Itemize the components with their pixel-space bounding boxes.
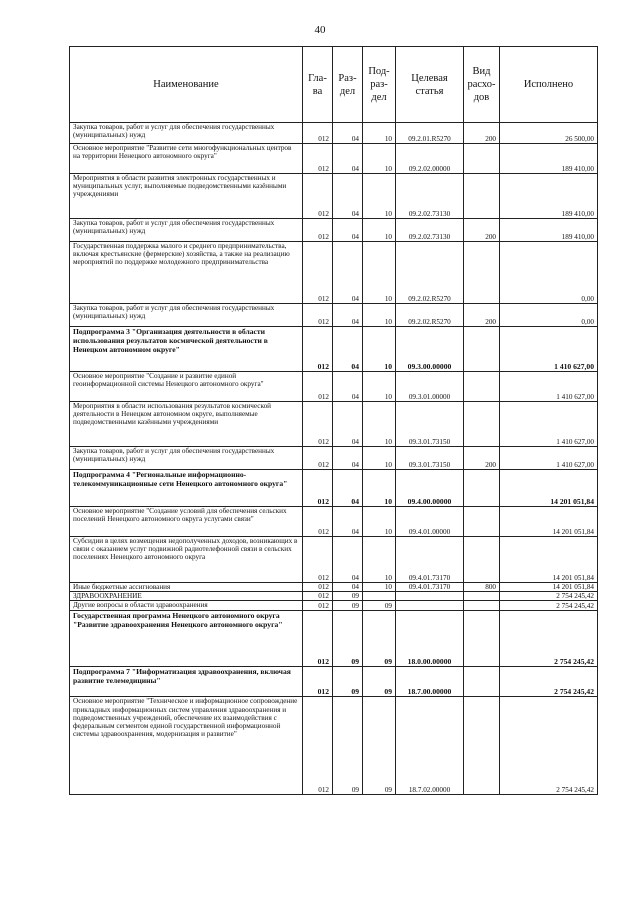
row-target-article: 09.2.02.R5270	[396, 304, 464, 327]
row-target-article	[396, 592, 464, 601]
row-expense-type: 200	[464, 123, 500, 144]
row-executed-amount: 14 201 051,84	[500, 583, 598, 592]
row-razdel: 09	[333, 611, 363, 667]
table-row	[70, 697, 598, 795]
row-razdel: 04	[333, 174, 363, 219]
row-razdel: 04	[333, 372, 363, 402]
table-row	[70, 611, 598, 667]
table-row	[70, 174, 598, 219]
table-row	[70, 327, 598, 372]
row-podrazdel: 10	[363, 537, 396, 583]
row-name: Субсидии в целях возмещения недополученных доходов, возникающих в связи с оказанием услуг подвижной радиотелефонной связи в сельских поселениях Ненецкого автономного округа	[70, 537, 303, 583]
table-row	[70, 583, 598, 592]
row-glava: 012	[303, 697, 333, 795]
row-expense-type	[464, 537, 500, 583]
table-row	[70, 601, 598, 611]
row-expense-type: 800	[464, 583, 500, 592]
row-executed-amount: 2 754 245,42	[500, 592, 598, 601]
row-glava: 012	[303, 507, 333, 537]
row-glava: 012	[303, 470, 333, 507]
table-row	[70, 537, 598, 583]
row-glava: 012	[303, 611, 333, 667]
row-executed-amount: 189 410,00	[500, 144, 598, 174]
row-executed-amount: 189 410,00	[500, 219, 598, 242]
row-name: Подпрограмма 7 "Информатизация здравоохранения, включая развитие телемедицины"	[70, 667, 303, 697]
header-target-article: Целевая статья	[396, 47, 464, 123]
header-expense-type: Вид расхо- дов	[464, 47, 500, 123]
row-podrazdel: 10	[363, 470, 396, 507]
row-name: Основное мероприятие "Развитие сети многофункциональных центров на территории Ненецкого автономного округа"	[70, 144, 303, 174]
row-name: Другие вопросы в области здравоохранения	[70, 601, 303, 611]
row-target-article: 09.4.01.00000	[396, 507, 464, 537]
row-glava: 012	[303, 601, 333, 611]
row-expense-type	[464, 592, 500, 601]
row-executed-amount: 2 754 245,42	[500, 611, 598, 667]
row-glava: 012	[303, 447, 333, 470]
row-name: Основное мероприятие "Создание и развитие единой геоинформационной системы Ненецкого автономного округа"	[70, 372, 303, 402]
row-podrazdel: 10	[363, 123, 396, 144]
row-glava: 012	[303, 667, 333, 697]
row-razdel: 04	[333, 447, 363, 470]
row-razdel: 09	[333, 667, 363, 697]
row-name: Подпрограмма 4 "Региональные информационно-телекоммуникационные сети Ненецкого автономного округа"	[70, 470, 303, 507]
row-executed-amount: 14 201 051,84	[500, 537, 598, 583]
row-executed-amount: 14 201 051,84	[500, 470, 598, 507]
row-razdel: 04	[333, 470, 363, 507]
row-podrazdel: 10	[363, 219, 396, 242]
row-executed-amount: 0,00	[500, 242, 598, 304]
row-target-article: 09.2.02.73130	[396, 219, 464, 242]
row-name: Закупка товаров, работ и услуг для обеспечения государственных (муниципальных) нужд	[70, 304, 303, 327]
row-razdel: 09	[333, 592, 363, 601]
row-razdel: 04	[333, 123, 363, 144]
header-podrazdel: Под- раз- дел	[363, 47, 396, 123]
row-razdel: 04	[333, 507, 363, 537]
row-target-article: 09.4.00.00000	[396, 470, 464, 507]
row-expense-type	[464, 174, 500, 219]
row-expense-type	[464, 144, 500, 174]
row-target-article: 18.7.00.00000	[396, 667, 464, 697]
budget-table	[69, 46, 598, 795]
header-glava: Гла- ва	[303, 47, 333, 123]
row-name: Закупка товаров, работ и услуг для обеспечения государственных (муниципальных) нужд	[70, 123, 303, 144]
row-glava: 012	[303, 219, 333, 242]
row-razdel: 04	[333, 583, 363, 592]
row-glava: 012	[303, 372, 333, 402]
row-glava: 012	[303, 537, 333, 583]
row-executed-amount: 1 410 627,00	[500, 372, 598, 402]
row-target-article: 09.4.01.73170	[396, 537, 464, 583]
row-expense-type	[464, 667, 500, 697]
row-podrazdel: 09	[363, 601, 396, 611]
row-name: Основное мероприятие "Техническое и информационное сопровождение прикладных информационных систем управления здравоохранения и подведомственных учреждений, обеспечение их взаимодействия с федеральным сегментом единой государственной информационной системы здравоохранения, модернизация и развитие"	[70, 697, 303, 795]
table-row	[70, 242, 598, 304]
row-name: Мероприятия в области развития электронных государственных и муниципальных услуг, выполняемые подведомственными казёнными учреждениями	[70, 174, 303, 219]
row-target-article: 09.2.01.R5270	[396, 123, 464, 144]
row-target-article: 09.3.01.73150	[396, 402, 464, 447]
row-expense-type	[464, 601, 500, 611]
row-razdel: 04	[333, 327, 363, 372]
row-razdel: 04	[333, 402, 363, 447]
row-razdel: 04	[333, 242, 363, 304]
row-expense-type	[464, 402, 500, 447]
row-target-article: 09.3.01.73150	[396, 447, 464, 470]
row-glava: 012	[303, 304, 333, 327]
table-row	[70, 304, 598, 327]
row-name: Государственная программа Ненецкого автономного округа "Развитие здравоохранения Ненецкого автономного округа"	[70, 611, 303, 667]
row-podrazdel: 10	[363, 507, 396, 537]
row-podrazdel: 09	[363, 697, 396, 795]
row-name: Закупка товаров, работ и услуг для обеспечения государственных (муниципальных) нужд	[70, 447, 303, 470]
row-podrazdel: 10	[363, 327, 396, 372]
row-expense-type	[464, 470, 500, 507]
row-expense-type	[464, 372, 500, 402]
header-row	[70, 47, 598, 123]
header-name: Наименование	[70, 47, 303, 123]
row-target-article: 18.0.00.00000	[396, 611, 464, 667]
row-executed-amount: 189 410,00	[500, 174, 598, 219]
row-name: Основное мероприятие "Создание условий для обеспечения сельских поселений Ненецкого автономного округа услугами связи"	[70, 507, 303, 537]
row-executed-amount: 1 410 627,00	[500, 327, 598, 372]
row-expense-type: 200	[464, 304, 500, 327]
row-glava: 012	[303, 174, 333, 219]
row-name: Государственная поддержка малого и среднего предпринимательства, включая крестьянские (фермерские) хозяйства, а также на реализацию мероприятий по поддержке молодежного предпринимательства	[70, 242, 303, 304]
row-expense-type	[464, 507, 500, 537]
page-number: 40	[314, 24, 326, 36]
row-glava: 012	[303, 123, 333, 144]
row-podrazdel: 10	[363, 402, 396, 447]
row-executed-amount: 0,00	[500, 304, 598, 327]
row-target-article: 18.7.02.00000	[396, 697, 464, 795]
row-expense-type: 200	[464, 219, 500, 242]
row-podrazdel: 10	[363, 372, 396, 402]
table-row	[70, 402, 598, 447]
table-row	[70, 372, 598, 402]
row-glava: 012	[303, 242, 333, 304]
row-name: ЗДРАВООХРАНЕНИЕ	[70, 592, 303, 601]
row-name: Иные бюджетные ассигнования	[70, 583, 303, 592]
row-name: Закупка товаров, работ и услуг для обеспечения государственных (муниципальных) нужд	[70, 219, 303, 242]
table-row	[70, 470, 598, 507]
row-podrazdel: 09	[363, 667, 396, 697]
row-executed-amount: 14 201 051,84	[500, 507, 598, 537]
table-row	[70, 447, 598, 470]
row-glava: 012	[303, 583, 333, 592]
row-name: Подпрограмма 3 "Организация деятельности в области использования результатов космической деятельности в Ненецком автономном округе"	[70, 327, 303, 372]
row-razdel: 04	[333, 219, 363, 242]
row-executed-amount: 1 410 627,00	[500, 447, 598, 470]
row-expense-type	[464, 697, 500, 795]
row-expense-type: 200	[464, 447, 500, 470]
row-executed-amount: 2 754 245,42	[500, 697, 598, 795]
row-razdel: 04	[333, 144, 363, 174]
row-podrazdel: 09	[363, 611, 396, 667]
row-podrazdel: 10	[363, 144, 396, 174]
row-target-article: 09.3.00.00000	[396, 327, 464, 372]
table-row	[70, 667, 598, 697]
row-target-article: 09.3.01.00000	[396, 372, 464, 402]
table-row	[70, 219, 598, 242]
header-executed: Исполнено	[500, 47, 598, 123]
row-podrazdel	[363, 592, 396, 601]
row-glava: 012	[303, 402, 333, 447]
table-row	[70, 123, 598, 144]
row-razdel: 04	[333, 537, 363, 583]
row-podrazdel: 10	[363, 174, 396, 219]
row-name: Мероприятия в области использования результатов космической деятельности в Ненецком автономном округе, выполняемые подведомственными казёнными учреждениями	[70, 402, 303, 447]
row-executed-amount: 2 754 245,42	[500, 601, 598, 611]
row-podrazdel: 10	[363, 447, 396, 470]
row-podrazdel: 10	[363, 242, 396, 304]
row-glava: 012	[303, 144, 333, 174]
row-executed-amount: 26 500,00	[500, 123, 598, 144]
table-row	[70, 144, 598, 174]
row-glava: 012	[303, 327, 333, 372]
table-row	[70, 507, 598, 537]
row-target-article	[396, 601, 464, 611]
row-target-article: 09.2.02.00000	[396, 144, 464, 174]
row-podrazdel: 10	[363, 304, 396, 327]
row-target-article: 09.4.01.73170	[396, 583, 464, 592]
row-expense-type	[464, 327, 500, 372]
row-podrazdel: 10	[363, 583, 396, 592]
row-razdel: 04	[333, 304, 363, 327]
row-razdel: 09	[333, 601, 363, 611]
row-glava: 012	[303, 592, 333, 601]
row-expense-type	[464, 242, 500, 304]
row-target-article: 09.2.02.R5270	[396, 242, 464, 304]
table-row	[70, 592, 598, 601]
row-executed-amount: 2 754 245,42	[500, 667, 598, 697]
row-executed-amount: 1 410 627,00	[500, 402, 598, 447]
header-razdel: Раз- дел	[333, 47, 363, 123]
row-expense-type	[464, 611, 500, 667]
row-target-article: 09.2.02.73130	[396, 174, 464, 219]
row-razdel: 09	[333, 697, 363, 795]
